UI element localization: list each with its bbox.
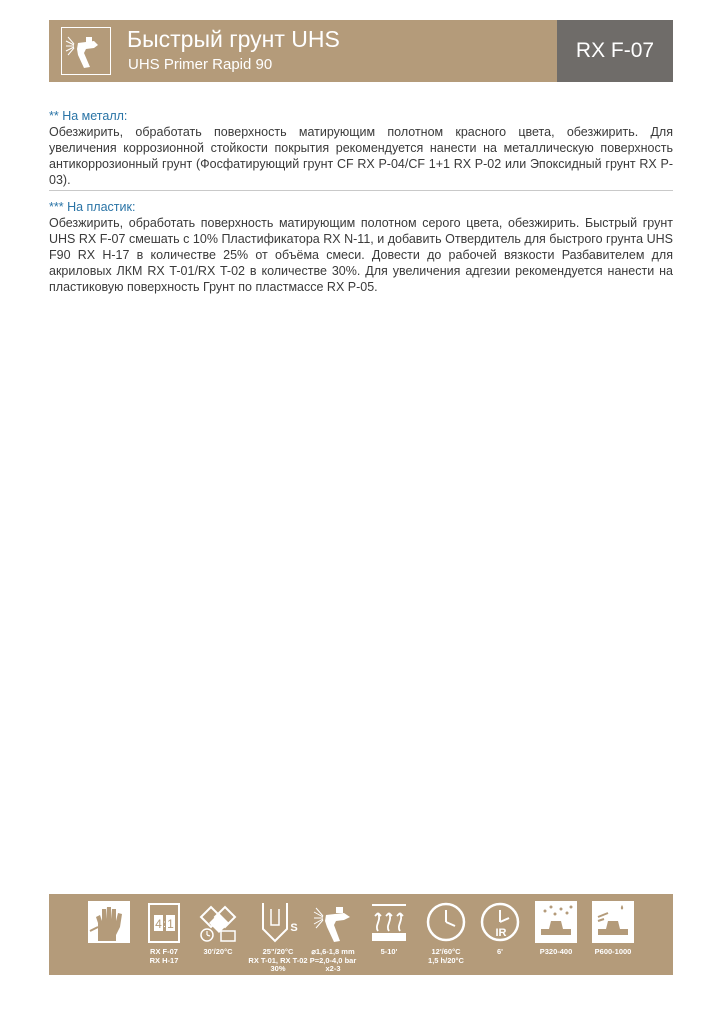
spray-gun-icon xyxy=(61,27,111,75)
sanding-dry-icon xyxy=(535,901,577,943)
clock-drying-icon xyxy=(425,901,467,943)
footer-item-pot-life xyxy=(194,894,242,975)
header xyxy=(49,20,673,82)
label-line: P600-1000 xyxy=(594,947,632,956)
footer-item-drying-time xyxy=(422,894,470,975)
metal-heading: ** На металл: xyxy=(49,109,128,123)
sanding-wet-icon xyxy=(592,901,634,943)
metal-text: Обезжирить, обработать поверхность матирующим полотном красного цвета, обезжирить. Для увеличения коррозионной стойкости покрытия рекомендуется нанести на металлическую поверхность антикоррозионный грунт (Фосфатирующий грунт CF RX P-04/CF 1+1 RX P-02 или Эпоксидный грунт RX P-03). xyxy=(49,125,673,187)
page-subtitle: UHS Primer Rapid 90 xyxy=(128,56,273,73)
label-line: ⌀1,6-1,8 mm xyxy=(311,947,355,956)
thinner-icon xyxy=(257,901,299,943)
ir-drying-icon xyxy=(479,901,521,943)
plastic-section xyxy=(49,199,673,295)
svg-text::: : xyxy=(163,919,166,930)
footer-item-flash-off xyxy=(365,894,413,975)
label-line: 25"/20°C xyxy=(262,947,294,956)
footer-item-dry-sanding xyxy=(532,894,580,975)
label-line: RX T-01, RX T-02 xyxy=(248,955,308,965)
flash-off-icon xyxy=(368,901,410,943)
footer-item-spray-gun xyxy=(309,894,357,975)
header-title-bar xyxy=(49,20,557,82)
plastic-text: Обезжирить, обработать поверхность матирующим полотном серого цвета, обезжирить. Быстрый грунт UHS RX F-07 смешать с 10% Пластификатора RX N-11, и добавить Отвердитель для быстрого грунта UHS F90 RX H-17 в количестве 25% от объёма смеси. Довести до рабочей вязкости Разбавителем для акриловых ЛКМ RX T-01/RX T-02 в количестве 30%. Для увеличения адгезии рекомендуется нанести на пластиковую поверхность Грунт по пластмассе RX P-05. xyxy=(49,216,673,294)
ratio-right: 1 xyxy=(167,917,174,931)
page-title: Быстрый грунт UHS xyxy=(127,26,340,52)
ratio-left: 4 xyxy=(155,917,162,931)
label-line: RX H-17 xyxy=(149,955,179,965)
label-line: RX F-07 xyxy=(150,947,178,956)
label-line: 30% xyxy=(270,964,286,973)
footer-item-wet-sanding xyxy=(589,894,637,975)
application-icons-bar xyxy=(49,894,673,975)
mix-ratio-icon xyxy=(143,901,185,943)
spray-gun-icon xyxy=(312,901,354,943)
label-line: 6' xyxy=(497,947,503,956)
ir-badge: IR xyxy=(495,927,507,939)
pot-life-icon xyxy=(197,901,239,943)
label-line: 12'/60°C xyxy=(431,947,461,956)
footer-label xyxy=(575,948,651,957)
label-line: P320-400 xyxy=(539,947,573,956)
label-line: 5-10' xyxy=(380,947,398,956)
label-line: x2-3 xyxy=(325,964,341,973)
label-line: 30'/20°C xyxy=(203,947,233,956)
label-line: 1,5 h/20°C xyxy=(428,955,464,965)
metal-section xyxy=(49,108,673,188)
plastic-heading: *** На пластик: xyxy=(49,200,136,214)
footer-item-mix-ratio xyxy=(140,894,188,975)
label-line: P=2,0-4,0 bar xyxy=(309,955,357,965)
footer-item-ir-drying xyxy=(476,894,524,975)
product-code: RX F-07 xyxy=(557,20,673,82)
hand-glove-icon xyxy=(88,901,130,943)
thinner-badge: S xyxy=(290,922,298,934)
section-divider xyxy=(49,190,673,191)
